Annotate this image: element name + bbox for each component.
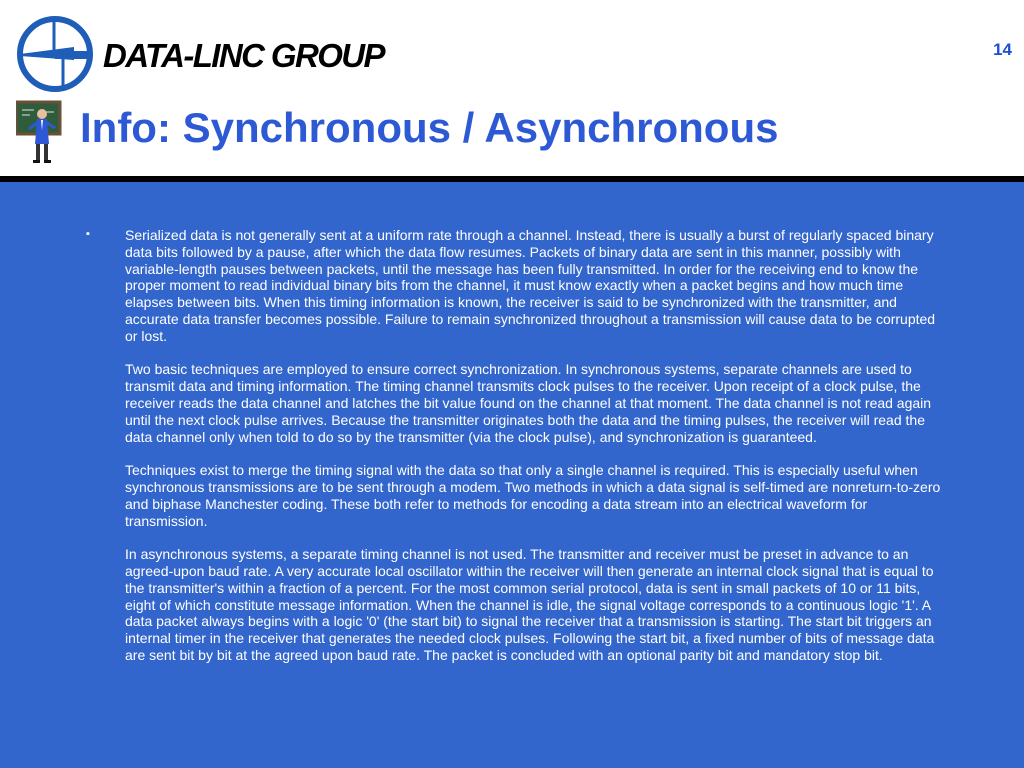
paragraph-2: Two basic techniques are employed to ensure correct synchronization. In synchronous systems, separate channels are used to transmit data and timing information. The timing channel transmits clock pulses to the receiver. Upon receipt of a clock pulse, the receiver reads the data channel and latches the bit value found on the channel at that moment. The data channel is not read again until the next clock pulse arrives. Because the transmitter originates both the data and the timing pulses, the receiver will read the data channel only when told to do so by the transmitter (via the clock pulse), and synchronization is guaranteed. (125, 361, 932, 445)
slide-title: Info: Synchronous / Asynchronous (80, 104, 779, 151)
logo-text: DATA-LINC GROUP (103, 37, 384, 74)
paragraph-1: Serialized data is not generally sent at a uniform rate through a channel. Instead, there is usually a burst of regularly spaced binary data bits followed by a pause, after which the data flow resumes. Packets of binary data are sent in this manner, possibly with variable-length pauses between packets, until the message has been fully transmitted. In order for the receiving end to know the proper moment to read individual binary bits from the channel, it must know exactly when a packet begins and how much time elapses between bits. When this timing information is known, the receiver is said to be synchronized with the transmitter, and accurate data transfer becomes possible. Failure to remain synchronized throughout a transmission will cause data to be corrupted or lost. (125, 227, 936, 344)
paragraph-3: Techniques exist to merge the timing signal with the data so that only a single channel is required. This is especially useful when synchronous transmissions are to be sent through a modem. Two methods in which a data signal is self-timed are nonreturn-to-zero and biphase Manchester coding. These both refer to methods for encoding a data stream into an electrical waveform for transmission. (125, 462, 941, 529)
square-bullet-icon: ▪ (86, 228, 90, 240)
data-linc-logo-icon (20, 19, 91, 89)
page-number: 14 (993, 40, 1012, 59)
presenter-at-chalkboard-icon (16, 100, 64, 164)
slide-header (0, 0, 1024, 176)
paragraph-4: In asynchronous systems, a separate timing channel is not used. The transmitter and receiver must be preset in advance to an agreed-upon baud rate. A very accurate local oscillator within the receiver will then generate an internal clock signal that is equal to the transmitter's within a fraction of a percent. For the most common serial protocol, data is sent in small packets of 10 or 11 bits, eight of which constitute message information. When the channel is idle, the signal voltage corresponds to a continuous logic '1'. A data packet always begins with a logic '0' (the start bit) to signal the receiver that a transmission is starting. The start bit triggers an internal timer in the receiver that generates the needed clock pulses. Following the start bit, a fixed number of bits of message data are sent bit by bit at the agreed upon baud rate. The packet is concluded with an optional parity bit and mandatory stop bit. (125, 546, 935, 663)
content-panel (0, 182, 1024, 768)
company-logo (16, 14, 406, 96)
bullet-body-text (125, 227, 943, 681)
